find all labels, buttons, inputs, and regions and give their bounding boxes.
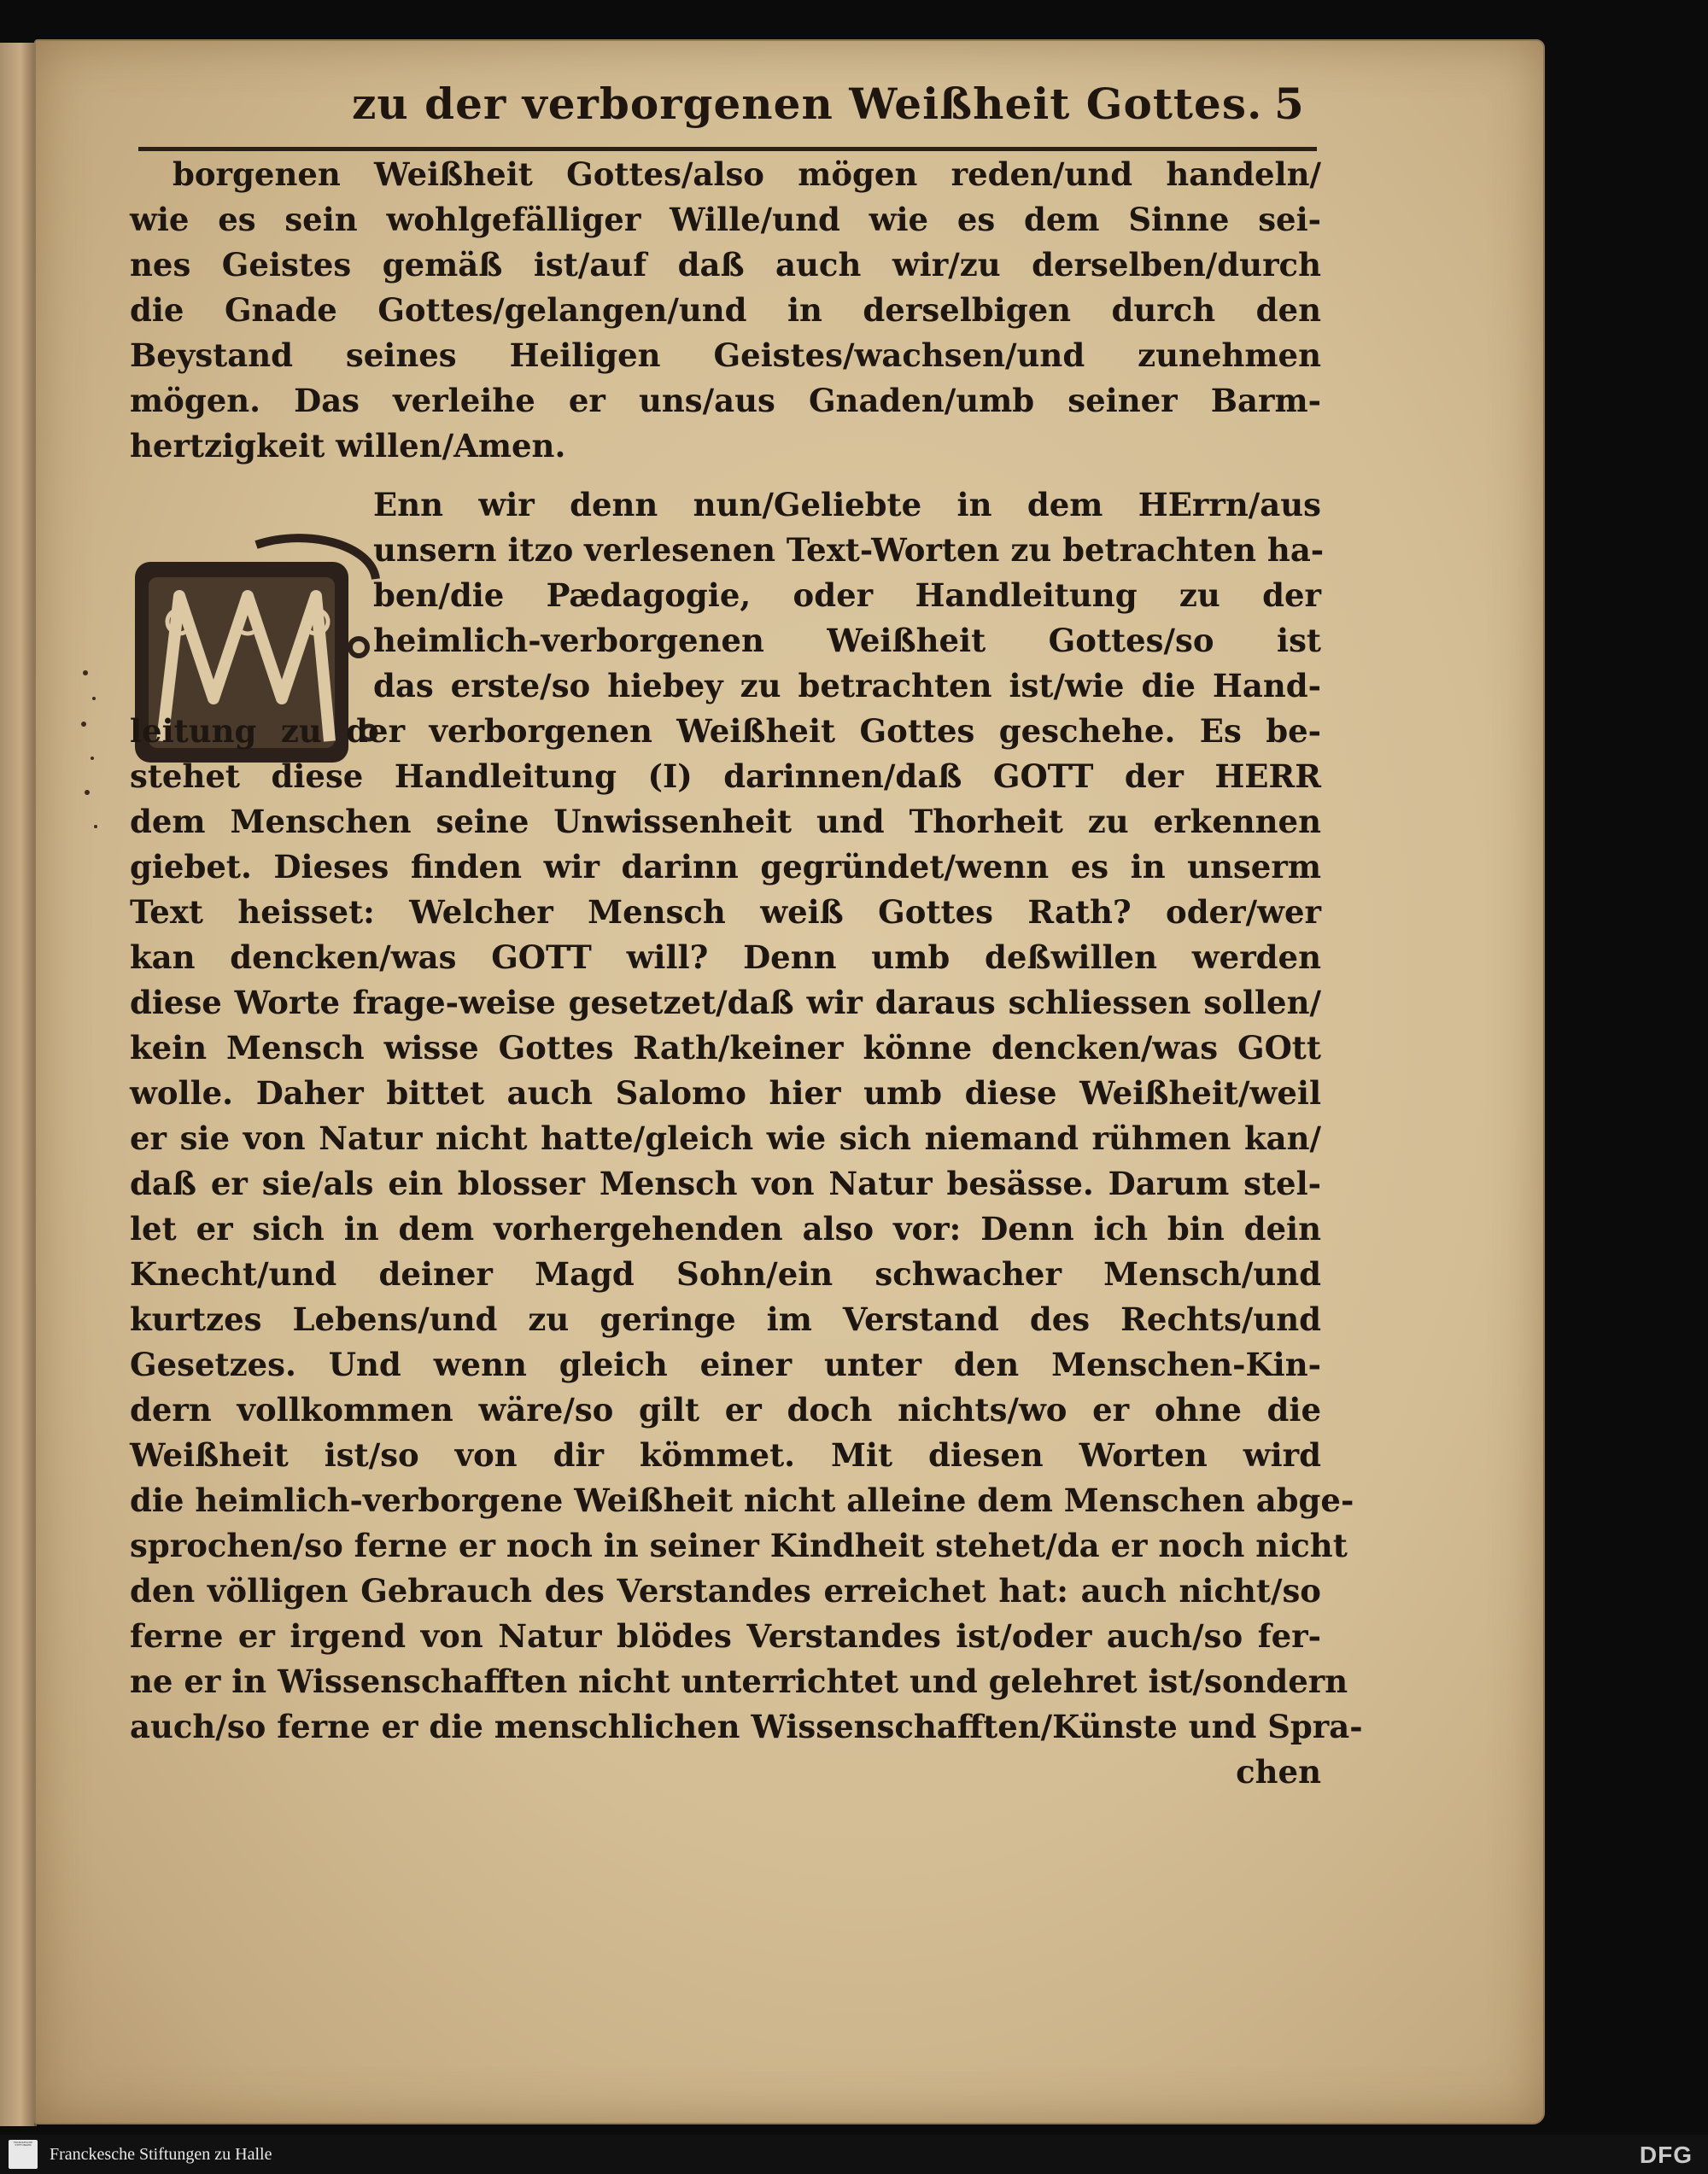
text-line: er sie von Natur nicht hatte/gleich wie sich niemand rühmen kan/	[130, 1119, 1321, 1157]
paragraph-break	[130, 469, 1321, 482]
running-title: zu der verborgenen Weißheit Gottes.	[352, 79, 1263, 129]
text-line: das erste/so hiebey zu betrachten ist/wie die Hand-	[373, 667, 1321, 704]
text-line: Knecht/und deiner Magd Sohn/ein schwacher Mensch/und	[130, 1255, 1321, 1293]
text-line: unsern itzo verlesenen Text-Worten zu betrachten ha-	[373, 531, 1325, 569]
text-line: stehet diese Handleitung (I) darinnen/daß GOTT der HERR	[130, 757, 1321, 795]
dfg-badge: DFG	[1639, 2142, 1693, 2168]
text-line: mögen. Das verleihe er uns/aus Gnaden/umb seiner Barm-	[130, 382, 1321, 419]
text-line: ferne er irgend von Natur blödes Verstandes ist/oder auch/so fer-	[130, 1617, 1321, 1655]
header-rule	[138, 147, 1317, 151]
text-line: nes Geistes gemäß ist/auf daß auch wir/zu derselben/durch	[130, 246, 1321, 283]
book-page	[34, 39, 1545, 2124]
page-header	[138, 61, 1317, 147]
text-line: ben/die Pædagogie, oder Handleitung zu der	[373, 576, 1321, 614]
previous-page-edge	[0, 43, 37, 2126]
text-line: kein Mensch wisse Gottes Rath/keiner könne dencken/was GOtt	[130, 1029, 1321, 1067]
text-line: Enn wir denn nun/Geliebte in dem HErrn/aus	[373, 486, 1321, 523]
text-line: Text heisset: Welcher Mensch weiß Gottes Rath? oder/wer	[130, 893, 1321, 931]
text-line: leitung zu der verborgenen Weißheit Gottes geschehe. Es be-	[130, 712, 1321, 750]
text-line: diese Worte frage-weise gesetzet/daß wir daraus schliessen sollen/	[130, 984, 1321, 1021]
text-line: ne er in Wissenschafften nicht unterrichtet und gelehret ist/sondern	[130, 1663, 1348, 1700]
text-line: wie es sein wohlgefälliger Wille/und wie es dem Sinne sei-	[130, 201, 1321, 238]
text-line: kan dencken/was GOTT will? Denn umb deßwillen werden	[130, 938, 1321, 976]
text-line: auch/so ferne er die menschlichen Wissenschafften/Künste und Spra-	[130, 1708, 1363, 1745]
text-line: kurtzes Lebens/und zu geringe im Verstand des Rechts/und	[130, 1300, 1321, 1338]
text-line: daß er sie/als ein blosser Mensch von Natur besässe. Darum stel-	[130, 1165, 1321, 1202]
text-line: borgenen Weißheit Gottes/also mögen reden/und handeln/	[173, 155, 1321, 193]
text-line: heimlich-verborgenen Weißheit Gottes/so ist	[373, 622, 1321, 659]
text-line: sprochen/so ferne er noch in seiner Kindheit stehet/da er noch nicht	[130, 1527, 1348, 1564]
text-line: let er sich in dem vorhergehenden also vor: Denn ich bin dein	[130, 1210, 1321, 1248]
margin-stains	[77, 664, 111, 861]
institution-name: Franckesche Stiftungen zu Halle	[50, 2145, 272, 2164]
institution-logo-label: FRANCKESCHE STIFTUNGEN	[13, 2142, 33, 2147]
body-text	[130, 152, 1363, 1795]
catchword: chen	[1236, 1753, 1321, 1791]
text-line: den völligen Gebrauch des Verstandes erreichet hat: auch nicht/so	[130, 1572, 1321, 1610]
text-line: dern vollkommen wäre/so gilt er doch nichts/wo er ohne die	[130, 1391, 1321, 1429]
text-line: Beystand seines Heiligen Geistes/wachsen/und zunehmen	[130, 336, 1321, 374]
text-line: Weißheit ist/so von dir kömmet. Mit diesen Worten wird	[130, 1436, 1321, 1474]
text-line: die Gnade Gottes/gelangen/und in derselbigen durch den	[130, 291, 1321, 329]
text-line: wolle. Daher bittet auch Salomo hier umb diese Weißheit/weil	[130, 1074, 1321, 1112]
text-line: dem Menschen seine Unwissenheit und Thorheit zu erkennen	[130, 803, 1321, 840]
viewer-footer	[0, 2135, 1708, 2174]
text-line: die heimlich-verborgene Weißheit nicht alleine dem Menschen abge-	[130, 1481, 1354, 1519]
text-line: hertzigkeit willen/Amen.	[130, 427, 566, 465]
page-number: 5	[1274, 79, 1304, 129]
text-line: giebet. Dieses finden wir darinn gegründet/wenn es in unserm	[130, 848, 1321, 885]
text-line: Gesetzes. Und wenn gleich einer unter den Menschen-Kin-	[130, 1346, 1321, 1383]
institution-logo-icon	[9, 2140, 38, 2169]
